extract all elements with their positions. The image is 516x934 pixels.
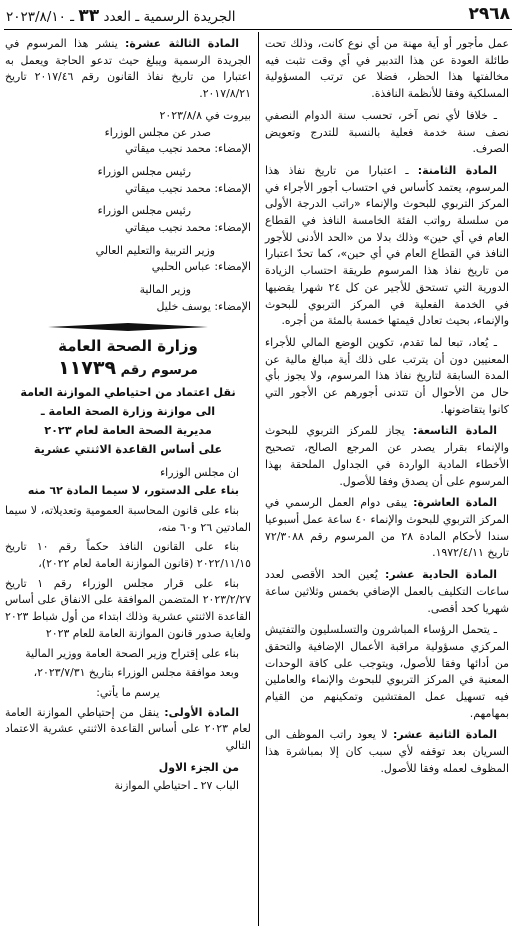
article-9 — [265, 423, 509, 490]
article-label: المادة الثانية عشر: — [393, 728, 497, 742]
issue-number: ٣٣ — [78, 6, 100, 26]
decree-prefix: مرسوم رقم — [120, 362, 198, 378]
signatory-name: عباس الحلبي — [151, 260, 211, 274]
article-text: ينشر هذا المرسوم في الجريدة الرسمية ويبلغ حيث تدعو الحاجة ويعمل به اعتبارا من تاريخ نفاذ القانون رقم ٢٠١٧/٤٦ تاريخ ٢٠١٧/٨/٢١. — [5, 37, 251, 101]
basis: بناء على إقتراح وزير الصحة العامة ووزير المالية — [25, 646, 239, 660]
gazette-title-prefix: الجريدة الرسمية ـ العدد — [103, 9, 236, 25]
article-label: المادة العاشرة: — [413, 496, 498, 510]
signatory-name: محمد نجيب ميقاتي — [125, 221, 211, 235]
article-text: يُعين الحد الأقصى لعدد ساعات التكليف بالعمل الإضافي بخمس وثلاثين ساعة شهريا كحد أقصى. — [265, 568, 509, 615]
decrees-line: يرسم ما يأتي: — [96, 685, 160, 699]
paragraph: ـ يتحمل الرؤساء المباشرون والتسلسليون والتفتيش المركزي مسؤولية مراقبة الأعمال الإضافية والتحقق من أدائها وفقا للأصول، ويتوجب على كافة الوحدات المعنية في المركز التربوي للبحوث والإنماء والعاملين فيه تسهيل عمل المفتشين وتمكينهم من القيام بمهامهم. — [265, 623, 509, 720]
basis: بناء على القانون النافذ حكماً رقم ١٠ تاريخ ٢٠٢٢/١١/١٥ (قانون الموازنة العامة لعام ٢٠٢٢)، — [5, 540, 251, 571]
paragraph: ـ يُعاد، تبعا لما تقدم، تكوين الوضع المالي للأجراء المعنيين دون أن يترتب على ذلك أية مبالغ مالية عن المدة السابقة لتاريخ نفاذ هذا المرسوم، ولا يجوز بأي حال من الأحوال أن تتدنى أجورهم عن الأجور التي كانوا يتقاضونها. — [265, 335, 509, 416]
left-column — [5, 36, 251, 799]
paragraph: عمل مأجور أو أية مهنة من أي نوع كانت، وذلك تحت طائلة العودة عن هذا التدبير في أي وقت تثبت فيه مخالفتها هذا الحظر، فضلا عن ترتب المسؤولية المسلكية وفقا للأنظمة النافذة. — [265, 37, 509, 101]
signatory-name: محمد نجيب ميقاتي — [125, 142, 211, 156]
basis: بناء على قرار مجلس الوزراء رقم ١ تاريخ ٢٠٢٣/٢/٢٧ المتضمن الموافقة على الانفاق على أساس القاعدة الاثنتي عشرية وذلك ابتداء من أول شباط ٢٠٢٣ ولغاية صدور قانون الموازنة العامة للعام ٢٠٢٣ — [5, 576, 251, 640]
article-label: المادة التاسعة: — [413, 424, 497, 438]
signature-block — [5, 282, 251, 315]
article-text: يبقى دوام العمل الرسمي في المركز التربوي للبحوث والإنماء ٤٠ ساعة عمل أسبوعيا سندا لأحكام المادة ٢٨ من المرسوم رقم ٧٢/٣٠٨٨ تاريخ ١٩٧٢/٤/١١. — [265, 496, 509, 560]
part-title: من الجزء الاول — [158, 760, 239, 774]
page-number: ٢٩٦٨ — [468, 4, 510, 24]
ministry-heading: وزارة الصحة العامة — [58, 336, 198, 355]
signatory-title: وزير التربية والتعليم العالي — [95, 243, 215, 257]
header-rule — [4, 29, 512, 30]
signature-label: الإمضاء: — [214, 221, 251, 235]
page-header — [4, 4, 512, 26]
paragraph: ـ خلافا لأي نص آخر، تحسب سنة الدوام النصفي نصف سنة خدمة فعلية بالنسبة للتدرج وتعويض الصرف. — [265, 108, 509, 156]
place-date: بيروت في ٢٠٢٣/٨/٨ — [159, 108, 251, 122]
subject-line: نقل اعتماد من احتياطي الموازنة العامة — [20, 385, 236, 399]
intro: ان مجلس الوزراء — [160, 465, 239, 479]
subject-line: مديرية الصحة العامة لعام ٢٠٢٣ — [44, 423, 212, 437]
decree-number: ١١٧٣٩ — [58, 356, 117, 379]
basis: بناء على قانون المحاسبة العمومية وتعديلاته، لا سيما المادتين ٢٦ و٦٠ منه، — [5, 503, 251, 534]
article-label: المادة الثالثة عشرة: — [125, 37, 239, 50]
signatory-name: يوسف خليل — [156, 299, 211, 313]
signatory-title: رئيس مجلس الوزراء — [97, 204, 191, 218]
article-1 — [5, 705, 251, 755]
gazette-title — [6, 6, 235, 26]
column-divider — [258, 32, 259, 926]
article-label: المادة الثامنة: — [417, 163, 497, 177]
article-12 — [265, 727, 509, 777]
signature-label: الإمضاء: — [214, 299, 251, 313]
article-label: المادة الحادية عشر: — [384, 568, 497, 582]
signature-label: الإمضاء: — [214, 142, 251, 156]
article-11 — [265, 567, 509, 617]
section-divider-ornament — [48, 322, 208, 332]
signature-block — [5, 141, 251, 158]
article-13 — [5, 36, 251, 103]
gazette-date: ـ ٢٠٢٣/٨/١٠ — [6, 9, 75, 25]
signature-block — [5, 164, 251, 197]
signature-label: الإمضاء: — [214, 260, 251, 274]
article-text: ـ اعتبارا من تاريخ نفاذ هذا المرسوم، يعتمد كأساس في احتساب أجور الأجراء في المركز التربوي للبحوث والإنماء «راتب الدرجة الأولى من سلسلة رواتب الفئة الخامسة النافذ في القطاع العام في أي حين» وذلك بدلا من «الحد الأدنى للأجور النافذ في القطاع العام في أي حين»، كما تحدّ اعتبارا من تاريخ نفاذ هذا المرسوم طريقة احتساب الزيادة الدورية التي تستحق للأجير عن كل ٢٤ شهرا يقضيها في الخدمة الفعلية في المركز التربوي للبحوث والإنماء، بحيث تعادل قيمتها خمسة بالمئة من أجره. — [265, 163, 509, 328]
chapter-line: الباب ٢٧ ـ احتياطي الموازنة — [114, 778, 239, 792]
subject-line: الى موازنة وزارة الصحة العامة ـ — [40, 404, 216, 418]
article-text: لا يعود راتب الموظف الى السريان بعد توقفه لأي سبب كان إلا بمباشرة هذا المظوف لعمله وفقا للأصول. — [265, 728, 509, 775]
article-text: ينقل من إحتياطي الموازنة العامة لعام ٢٠٢٣ على أساس القاعدة الاثنتي عشرية الاعتماد التالي — [5, 705, 251, 753]
signature-block — [5, 203, 251, 236]
signature-label: الإمضاء: — [214, 181, 251, 195]
basis-constitution: بناء على الدستور، لا سيما المادة ٦٢ منه — [27, 484, 239, 498]
decree-subject — [5, 383, 251, 459]
basis: وبعد موافقة مجلس الوزراء بتاريخ ٢٠٢٣/٧/٣١، — [33, 666, 239, 680]
signatory-name: محمد نجيب ميقاتي — [125, 181, 211, 195]
signatory-title: وزير المالية — [139, 283, 191, 297]
decree-number-heading — [5, 358, 251, 381]
article-text: يجاز للمركز التربوي للبحوث والإنماء بقرار يصدر عن المرجع الصالح، تصحيح الأخطاء المادية الواردة في الجداول الملحقة بهذا المرسوم على أن يصدق وفقا للأصول. — [265, 424, 509, 488]
right-column — [265, 36, 509, 783]
signature-block — [5, 243, 251, 276]
article-8 — [265, 163, 509, 330]
signatory-title: رئيس مجلس الوزراء — [97, 164, 191, 178]
article-10 — [265, 495, 509, 562]
issued-by: صدر عن مجلس الوزراء — [104, 125, 211, 139]
article-label: المادة الأولى: — [164, 705, 239, 719]
subject-line: على أساس القاعدة الاثنتي عشرية — [33, 442, 223, 456]
